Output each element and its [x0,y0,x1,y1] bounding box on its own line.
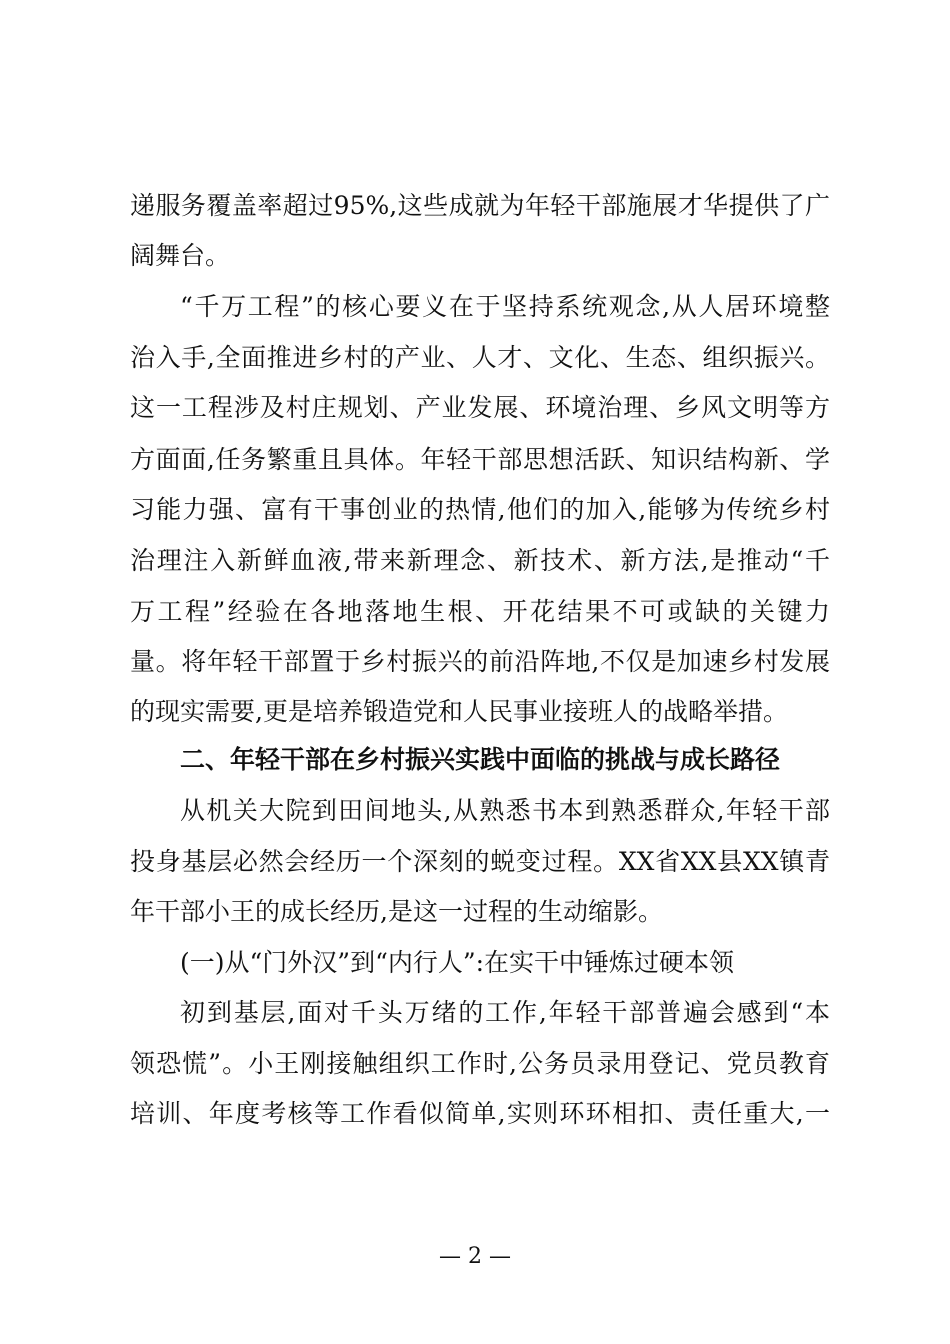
text-line: 这一工程涉及村庄规划、产业发展、环境治理、乡风文明等方 [130,393,830,422]
text-line: 治入手,全面推进乡村的产业、人才、文化、生态、组织振兴。 [130,343,830,372]
text-line: 从机关大院到田间地头,从熟悉书本到熟悉群众,年轻干部 [180,796,830,825]
text-line: 量。将年轻干部置于乡村振兴的前沿阵地,不仅是加速乡村发展 [130,647,830,676]
text-line: 培训、年度考核等工作看似简单,实则环环相扣、责任重大,一 [130,1099,830,1128]
text-line: 阔舞台。 [130,241,231,270]
text-line: “千万工程”的核心要义在于坚持系统观念,从人居环境整 [180,292,830,321]
text-line: 领恐慌”。小王刚接触组织工作时,公务员录用登记、党员教育 [130,1049,830,1078]
text-line: 初到基层,面对千头万绪的工作,年轻干部普遍会感到“本 [180,998,830,1027]
text-line: 的现实需要,更是培养锻造党和人民事业接班人的战略举措。 [130,697,788,726]
text-line: 年干部小王的成长经历,是这一过程的生动缩影。 [130,897,663,926]
text-line: 习能力强、富有干事创业的热情,他们的加入,能够为传统乡村 [130,495,830,524]
text-line: 递服务覆盖率超过95%,这些成就为年轻干部施展才华提供了广 [130,191,830,220]
text-line: 方面面,任务繁重且具体。年轻干部思想活跃、知识结构新、学 [130,445,830,474]
text-line: (一)从“门外汉”到“内行人”:在实干中锤炼过硬本领 [180,948,735,977]
section-heading: 二、年轻干部在乡村振兴实践中面临的挑战与成长路径 [180,745,781,774]
text-line: 治理注入新鲜血液,带来新理念、新技术、新方法,是推动“千 [130,546,830,575]
text-line: 投身基层必然会经历一个深刻的蜕变过程。XX省XX县XX镇青 [130,847,830,876]
page-number: — 2 — [439,1244,511,1269]
text-line: 万工程”经验在各地落地生根、开花结果不可或缺的关键力 [130,597,830,626]
